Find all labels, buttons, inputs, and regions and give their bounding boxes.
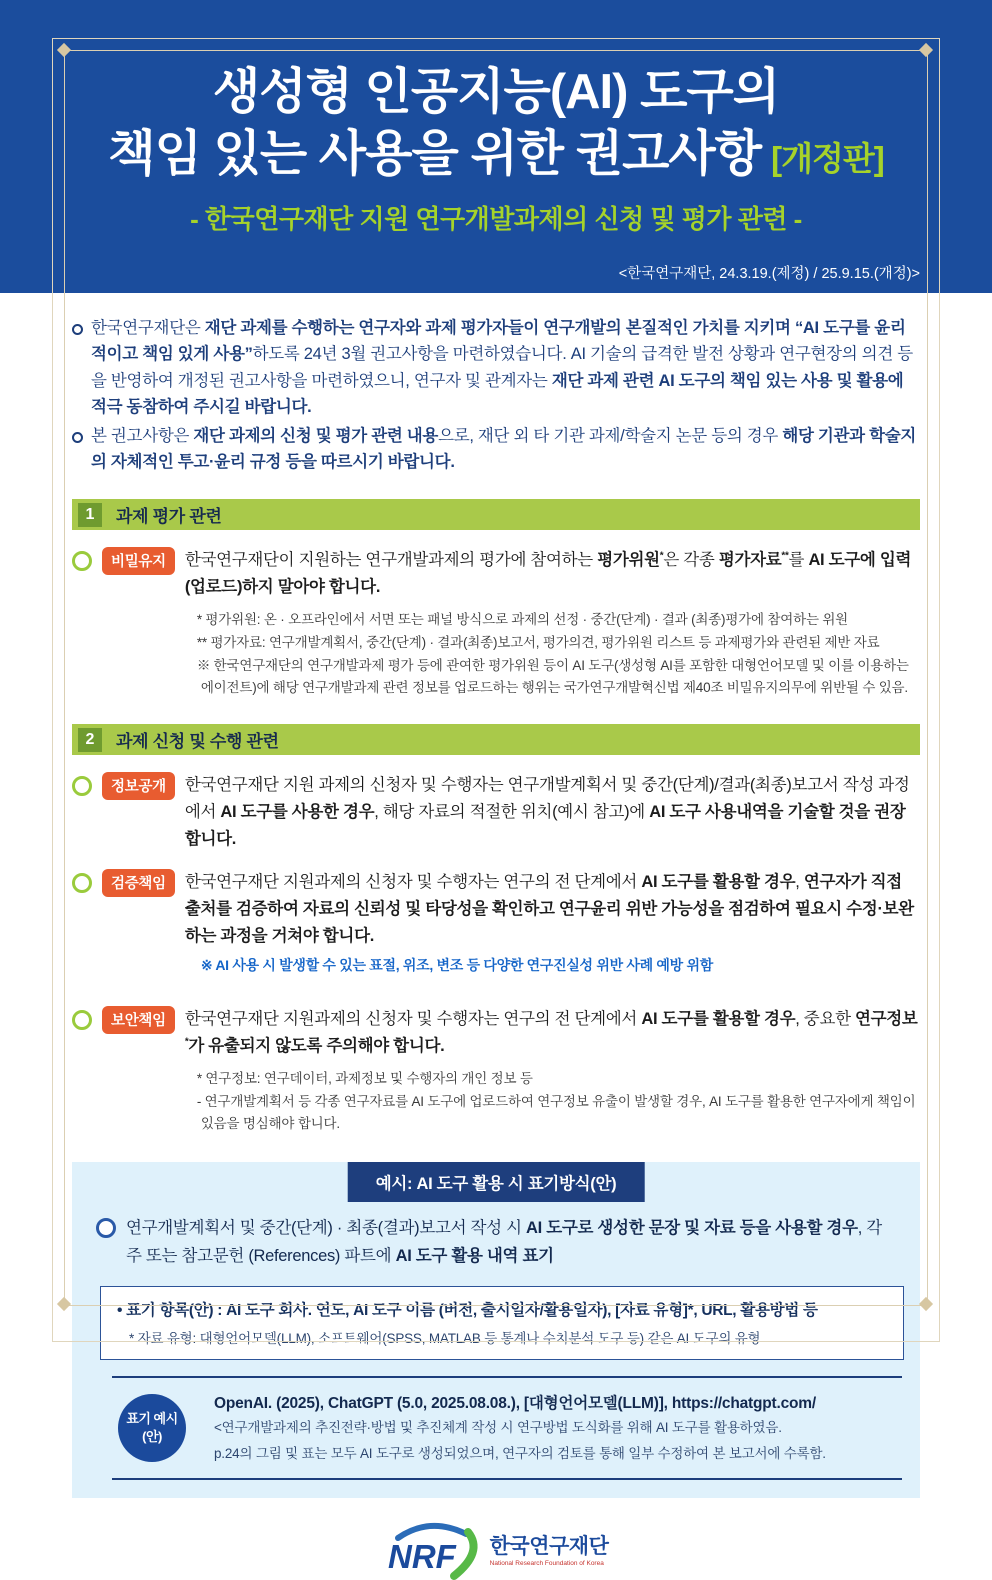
- ring-bullet-icon: [72, 873, 92, 893]
- page-title: [72, 0, 920, 185]
- notation-sample-row: [112, 1376, 902, 1480]
- section-bar-evaluation: [72, 499, 920, 530]
- blue-footnote: ※ AI 사용 시 발생할 수 있는 표절, 위조, 변조 등 다양한 연구진실성 위반 사례 예방 위함: [200, 957, 713, 974]
- guideline-item-security: [72, 1006, 920, 1135]
- example-box-title: 예시: AI 도구 활용 시 표기방식(안): [348, 1162, 645, 1202]
- org-name-block: [490, 1535, 609, 1567]
- revision-note: <한국연구재단, 24.3.19.(제정) / 25.9.15.(개정)>: [618, 266, 920, 283]
- item-badge: 비밀유지: [102, 547, 175, 575]
- item-badge: 정보공개: [102, 772, 175, 800]
- ring-bullet-icon: [72, 776, 92, 796]
- notation-fields-line: • 표기 항목(안) : AI 도구 회사. 연도, AI 도구 이름 (버전, 출시일자/활용일자), [자료 유형]*, URL, 활용방법 등: [117, 1301, 818, 1319]
- page-title-line2: 책임 있는 사용을 위한 권고사항 [개정판]: [108, 126, 884, 181]
- footnote: ** 평가자료: 연구개발계획서, 중간(단계) · 결과(최종)보고서, 평가의견, 평가위원 리스트 등 과제평가와 관련된 제반 자료: [196, 635, 880, 651]
- footnote: - 연구개발계획서 등 각종 연구자료를 AI 도구에 업로드하여 연구정보 유출이 발생할 경우, AI 도구를 활용한 연구자에게 책임이 있음을 명심해야 합니다.: [196, 1094, 916, 1131]
- item-content: [185, 772, 920, 852]
- sample-label-circle: [118, 1394, 186, 1462]
- item-notes: [185, 1068, 920, 1134]
- svg-text:NRF: NRF: [387, 1537, 456, 1575]
- section-title: 과제 신청 및 수행 관련: [116, 732, 279, 752]
- item-badge: 검증책임: [102, 869, 175, 897]
- edition-tag: [개정판]: [771, 139, 884, 177]
- item-text: 한국연구재단 지원 과제의 신청자 및 수행자는 연구개발계획서 및 중간(단계)/결과(최종)보고서 작성 과정에서 AI 도구를 사용한 경우, 해당 자료의 적절한 위치(예시 참고)에 AI 도구 사용내역을 기술할 것을 권장합니다.: [184, 776, 910, 848]
- section-bar-application: [72, 724, 920, 755]
- item-content: [185, 1006, 920, 1135]
- intro-paragraph-text: 한국연구재단은 재단 과제를 수행하는 연구자와 과제 평가자들이 연구개발의 본질적인 가치를 지키며 “AI 도구를 윤리적이고 책임 있게 사용”하도록 24년 3월 권고사항을 마련하였습니다. AI 기술의 급격한 발전 상황과 연구현장의 의견 등을 반영하여 개정된 권고사항을 마련하였으니, 연구자 및 관계자는 재단 과제 관련 AI 도구의 책임 있는 사용 및 활용에 적극 동참하여 주시길 바랍니다.: [91, 319, 913, 417]
- sample-citation: OpenAI. (2025), ChatGPT (5.0, 2025.08.08.), [대형언어모델(LLM)], https://chatgpt.com/: [214, 1394, 816, 1412]
- footer: [72, 1522, 920, 1580]
- footnote: * 평가위원: 온 · 오프라인에서 서면 또는 패널 방식으로 과제의 선정 · 중간(단계) · 결과 (최종)평가에 참여하는 위원: [196, 611, 849, 627]
- example-bullet-text: 연구개발계획서 및 중간(단계) · 최종(결과)보고서 작성 시 AI 도구로 생성한 문장 및 자료 등을 사용할 경우, 각주 또는 참고문헌 (References) 파트에 AI 도구 활용 내역 표기: [126, 1218, 882, 1265]
- org-name-korean: 한국연구재단: [489, 1534, 609, 1558]
- notation-fields-box: [100, 1286, 904, 1360]
- sample-description-line2: p.24의 그림 및 표는 모두 AI 도구로 생성되었으며, 연구자의 검토를 통해 일부 수정하여 본 보고서에 수록함.: [214, 1445, 826, 1461]
- item-text: 한국연구재단이 지원하는 연구개발과제의 평가에 참여하는 평가위원*은 각종 평가자료**를 AI 도구에 입력(업로드)하지 말아야 합니다.: [184, 550, 912, 597]
- page-subtitle: - 한국연구재단 지원 연구개발과제의 신청 및 평가 관련 -: [190, 204, 802, 235]
- nrf-logo-icon: [384, 1522, 480, 1580]
- example-box: [72, 1162, 920, 1498]
- sample-description-line1: <연구개발과제의 추진전략·방법 및 추진체계 작성 시 연구방법 도식화를 위해 AI 도구를 활용하였음.: [214, 1419, 782, 1435]
- ring-bullet-icon: [96, 1218, 116, 1238]
- intro-paragraph: [72, 423, 920, 476]
- section-title: 과제 평가 관련: [116, 507, 222, 527]
- page-title-line1: 생성형 인공지능(AI) 도구의: [212, 65, 780, 119]
- guideline-item-verification: [72, 869, 920, 989]
- poster-body: [0, 293, 992, 1580]
- section-number: 1: [78, 503, 102, 527]
- example-bullet-paragraph: [72, 1214, 920, 1270]
- sample-label-line2: (안): [142, 1428, 162, 1444]
- org-name-english: National Research Foundation of Korea: [489, 1559, 604, 1567]
- guideline-item-disclosure: [72, 772, 920, 852]
- ring-bullet-icon: [72, 1010, 92, 1030]
- item-notes: [185, 609, 920, 698]
- item-text: 한국연구재단 지원과제의 신청자 및 수행자는 연구의 전 단계에서 AI 도구를 활용할 경우, 중요한 연구정보*가 유출되지 않도록 주의해야 합니다.: [184, 1010, 918, 1056]
- intro-block: [72, 315, 920, 475]
- ring-bullet-icon: [72, 551, 92, 571]
- notation-fields-note: * 자료 유형: 대형언어모델(LLM), 소프트웨어(SPSS, MATLAB 등 통계나 수치분석 도구 등) 같은 AI 도구의 유형: [129, 1330, 761, 1346]
- header-banner: [0, 0, 992, 293]
- footnote: * 연구정보: 연구데이터, 과제정보 및 수행자의 개인 정보 등: [196, 1070, 533, 1086]
- sample-text-block: [214, 1391, 902, 1465]
- intro-paragraph: [72, 315, 920, 421]
- circle-bullet-icon: [72, 324, 83, 335]
- circle-bullet-icon: [72, 432, 83, 443]
- sample-label-line1: 표기 예시: [126, 1411, 178, 1427]
- section-number: 2: [78, 728, 102, 752]
- item-content: [185, 869, 920, 989]
- item-badge: 보안책임: [102, 1006, 175, 1034]
- item-text: 한국연구재단 지원과제의 신청자 및 수행자는 연구의 전 단계에서 AI 도구를 활용할 경우, 연구자가 직접 출처를 검증하여 자료의 신뢰성 및 타당성을 확인하고 연구윤리 위반 가능성을 점검하여 필요시 수정·보완하는 과정을 거쳐야 합니다.: [184, 873, 914, 945]
- footnote: ※ 한국연구재단의 연구개발과제 평가 등에 관여한 평가위원 등이 AI 도구(생성형 AI를 포함한 대형언어모델 및 이를 이용하는 에이전트)에 해당 연구개발과제 관련 정보를 업로드하는 행위는 국가연구개발혁신법 제40조 비밀유지의무에 위반될 수 있음.: [196, 658, 909, 695]
- intro-paragraph-text: 본 권고사항은 재단 과제의 신청 및 평가 관련 내용으로, 재단 외 타 기관 과제/학술지 논문 등의 경우 해당 기관과 학술지의 자체적인 투고·윤리 규정 등을 따르시기 바랍니다.: [91, 426, 917, 471]
- item-content: [185, 547, 920, 700]
- guideline-item-confidentiality: [72, 547, 920, 700]
